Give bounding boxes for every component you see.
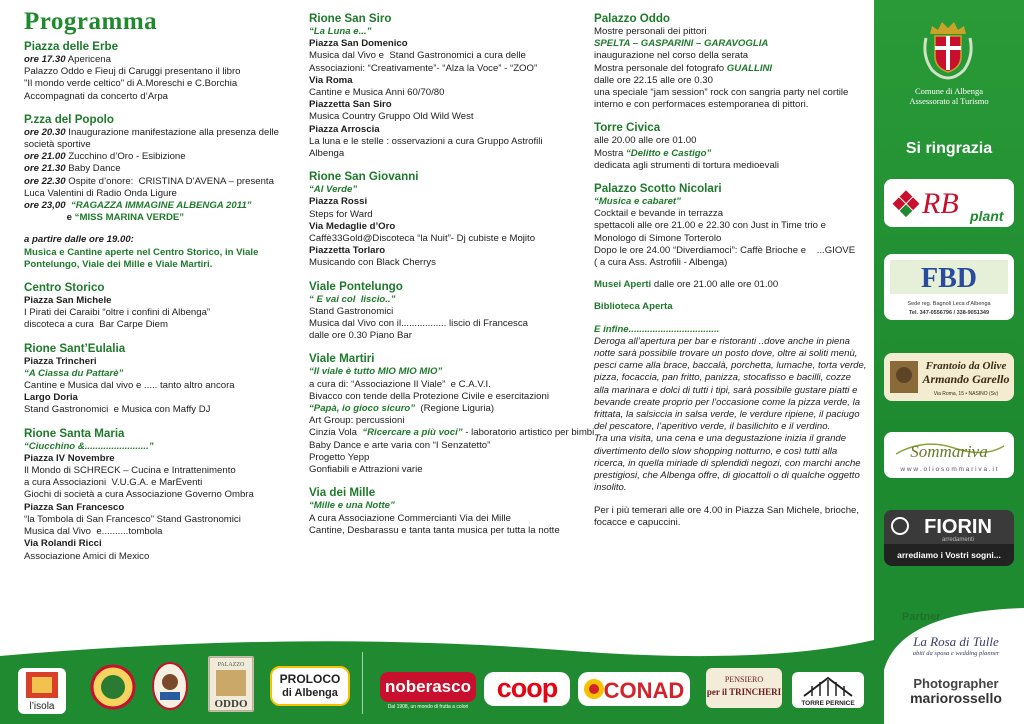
text-line — [309, 26, 571, 38]
text-run: focacce e capuccini. — [594, 516, 681, 528]
text-run: Caffè33Gold@Discoteca “la Nuit”- Dj cubiste e Mojito — [309, 233, 536, 245]
text-run: Il Mondo di SCHRECK – Cucina e Intrattenimento — [24, 465, 236, 477]
text-run: A cura Associazione Commercianti Via dei Mille — [309, 512, 511, 524]
text-line — [309, 50, 571, 62]
section-torre-civica — [594, 121, 866, 172]
text-run: Per i più temerari alle ore 4.00 in Piazza San Michele, brioche, — [594, 504, 860, 516]
text-run: spettacoli alle ore 21.00 e 22.30 con Just in Time trio e — [594, 220, 826, 232]
text-run: Ospite d’onore: CRISTINA D’AVENA – presenta — [65, 175, 274, 187]
program-column-3 — [594, 0, 866, 529]
text-line — [594, 279, 866, 291]
text-line — [594, 160, 866, 172]
text-run: a partire dalle ore 19.00: — [24, 234, 134, 246]
text-run: a cura di: “Associazione Il Viale” e C.A.V.I. — [309, 378, 491, 390]
text-line — [24, 139, 286, 151]
text-line — [24, 489, 286, 501]
text-run: dalle ore 21.00 alle ore 01.00 — [651, 279, 779, 291]
svg-text:plant: plant — [970, 208, 1004, 224]
text-run: a cura Associazioni V.U.G.A. e MarEventi — [24, 477, 203, 489]
logo-pensiero-trincheri: PENSIERO per il TRINCHERI — [706, 668, 782, 708]
column-1-sections — [24, 40, 286, 563]
text-run: Piazzetta San Siro — [309, 99, 392, 111]
text-line — [594, 421, 866, 433]
text-run: “Ciucchino &........................” — [24, 440, 154, 452]
text-run: Stand Gastronomici — [309, 305, 394, 317]
text-line — [309, 452, 571, 464]
text-line — [594, 99, 866, 111]
program-column-1 — [24, 0, 286, 563]
text-run: Tra una visita, una cena e una degustazione inizia il grande — [594, 433, 847, 445]
text-line — [309, 38, 571, 50]
comune-label: Comune di Albenga Assessorato al Turismo — [909, 86, 989, 106]
text-line — [309, 257, 571, 269]
text-line — [24, 514, 286, 526]
svg-text:Tel. 347-0556796 / 338-9051349: Tel. 347-0556796 / 338-9051349 — [908, 310, 990, 316]
text-line — [594, 397, 866, 409]
text-line — [309, 63, 571, 75]
text-line — [309, 148, 571, 160]
text-run: Musica Country Gruppo Old Wild West — [309, 111, 474, 123]
text-line — [594, 220, 866, 232]
section-via-dei-mille — [309, 486, 571, 537]
text-line — [24, 163, 286, 175]
text-run: Apericena — [65, 54, 111, 65]
text-run: "Il mondo verde celtico" di A.Moreschi e C.Borchia — [24, 78, 238, 90]
text-line — [309, 513, 571, 525]
text-line — [594, 148, 866, 160]
text-run: Musica dal Vivo con il................. liscio di Francesca — [309, 318, 528, 330]
text-line — [309, 75, 571, 87]
text-line — [594, 458, 866, 470]
text-line — [309, 209, 571, 221]
section-palazzo-oddo — [594, 12, 866, 111]
text-run: Musica e Cantine aperte nel Centro Storico, in Viale — [24, 246, 259, 258]
svg-text:CONAD: CONAD — [603, 678, 685, 703]
text-run: ore 23,00 — [24, 200, 66, 212]
section-rione-santa-maria — [24, 427, 286, 563]
section-palazzo-scotto-nicolari — [594, 182, 866, 269]
text-line — [309, 415, 571, 427]
text-run: Cinzia Vola — [309, 427, 363, 439]
text-run: Associazione Amici di Mexico — [24, 550, 150, 562]
albenga-coat-of-arms-icon — [920, 12, 976, 82]
section-title: Palazzo Scotto Nicolari — [594, 182, 722, 196]
text-line — [309, 318, 571, 330]
text-run: “La Luna e...” — [309, 26, 372, 37]
text-run: Biblioteca Aperta — [594, 301, 673, 313]
section-rione-sant-eulalia — [24, 342, 286, 417]
sponsor-fbd-logo — [884, 254, 1014, 320]
section-piazza-delle-erbe — [24, 40, 286, 103]
text-line — [24, 538, 286, 550]
text-line — [24, 465, 286, 477]
text-run: Mostre personali dei pittori — [594, 26, 707, 37]
text-line — [594, 505, 866, 517]
text-line — [24, 319, 286, 331]
text-line — [594, 26, 866, 38]
section-viale-pontelungo — [309, 280, 571, 343]
text-run: Mostra — [594, 147, 626, 159]
text-run: pizza, focaccia, pan fritto, panizza, stocafisso e bacilli, cozze — [594, 372, 852, 384]
text-line — [594, 75, 866, 87]
svg-text:Sommariva: Sommariva — [910, 442, 988, 461]
text-line — [24, 551, 286, 563]
text-line — [309, 99, 571, 111]
program-title: Programma — [24, 8, 158, 35]
text-line — [594, 470, 866, 482]
text-line — [594, 38, 866, 50]
text-line — [594, 233, 866, 245]
text-line — [594, 245, 866, 257]
logo-torre-pernice — [792, 672, 864, 708]
text-run: del pescatore, l’aperitivo verde, il basilichito e il verdino. — [594, 421, 831, 433]
text-line — [24, 453, 286, 465]
svg-text:ODDO: ODDO — [214, 698, 248, 710]
text-run: Via Medaglie d’Oro — [309, 220, 396, 232]
text-line — [309, 124, 571, 136]
sponsor-rb-plant-logo — [884, 179, 1014, 227]
text-line — [309, 136, 571, 148]
text-run: ore 17.30 — [24, 54, 66, 65]
text-run: insolito. — [594, 482, 627, 494]
text-line — [309, 366, 571, 378]
text-line — [309, 440, 571, 452]
text-line — [309, 464, 571, 476]
text-run: Piazza IV Novembre — [24, 452, 115, 464]
text-run: “Il viale è tutto MIO MIO MIO” — [309, 366, 443, 378]
svg-text:FBD: FBD — [921, 263, 977, 294]
text-run: Art Group: percussioni — [309, 415, 405, 427]
text-run: Cocktail e bevande in terrazza — [594, 208, 724, 220]
text-line — [309, 87, 571, 99]
text-run: “Ricercare a più voci” — [362, 427, 463, 439]
text-run: Musei Aperti — [594, 279, 652, 291]
text-run: inaugurazione nel corso della serata — [594, 50, 749, 62]
text-run: Piazza Trincheri — [24, 355, 97, 367]
text-run: Musica dal Vivo e..........tombola — [24, 526, 163, 538]
logo-proloco: PROLOCO di Albenga — [270, 666, 350, 706]
text-line — [594, 135, 866, 147]
text-run: Zucchino d’Oro - Esibizione — [65, 151, 186, 163]
section-rione-san-siro — [309, 12, 571, 160]
section-title: Rione Santa Maria — [24, 426, 125, 440]
text-run: e — [24, 212, 75, 224]
text-run: pesci carne alla brace, baccalà, porchetta, lumache, torta verde, — [594, 360, 867, 372]
text-line — [24, 127, 286, 139]
text-line — [594, 482, 866, 494]
partner-heading: Partner — [902, 611, 941, 623]
text-run: E infine.................................. — [594, 323, 720, 335]
text-line — [309, 379, 571, 391]
section-title: Viale Pontelungo — [309, 279, 403, 293]
text-run: Musicando con Black Cherrys — [309, 257, 436, 269]
text-run: Bivacco con tende della Protezione Civile e esercitazioni — [309, 390, 549, 402]
text-run: - laboratorio artistico per bimbi — [462, 427, 595, 439]
text-run: “ E vai col liscio..” — [309, 293, 396, 305]
text-run: Baby Dance — [65, 163, 121, 175]
text-run: Piazza Arroscia — [309, 123, 380, 135]
section-block-4 — [594, 301, 866, 313]
text-run: La luna e le stelle : osservazioni a cura Gruppo Astrofili — [309, 135, 543, 147]
text-line — [309, 294, 571, 306]
text-run: Pontelungo, Viale dei Mille e Viale Martiri. — [24, 258, 213, 270]
partner-photographer-logo: Photographer mariorossello — [910, 676, 1002, 706]
text-line — [309, 245, 571, 257]
logo-noberasco: noberasco — [380, 672, 476, 702]
section-viale-martiri — [309, 352, 595, 476]
text-line — [24, 188, 286, 200]
text-line — [309, 233, 571, 245]
section-title: Centro Storico — [24, 281, 105, 295]
svg-text:Sede reg. Bagnoli Leca d’Alben: Sede reg. Bagnoli Leca d’Albenga — [907, 301, 991, 307]
text-line — [594, 196, 866, 208]
text-run: una speciale “jam session” rock con sangria party nel cortile — [594, 87, 849, 99]
text-line — [594, 433, 866, 445]
text-run: dedicata agli strumenti di tortura medioevali — [594, 159, 780, 171]
text-run: Progetto Yepp — [309, 451, 370, 463]
text-line — [24, 307, 286, 319]
text-line — [24, 368, 286, 380]
text-line — [24, 441, 286, 453]
svg-text:FIORIN: FIORIN — [924, 516, 992, 538]
logo-palazzo-oddo — [208, 656, 254, 712]
text-run: alle 20.00 alle ore 01.00 — [594, 135, 697, 147]
section-title: Rione San Siro — [309, 12, 392, 25]
text-line — [309, 403, 571, 415]
text-run: ore 21.30 — [24, 163, 66, 175]
text-line — [24, 392, 286, 404]
section-title: P.zza del Popolo — [24, 112, 114, 126]
text-run: divertimento dello slow shopping notturno, e così tutti alla — [594, 445, 838, 457]
text-run: Stand Gastronomici e Musica con Maffy DJ — [24, 404, 211, 416]
text-run: ore 20.30 — [24, 126, 66, 138]
text-line — [594, 208, 866, 220]
text-line — [594, 446, 866, 458]
text-line — [594, 87, 866, 99]
section-rione-san-giovanni — [309, 170, 571, 269]
text-line — [24, 212, 286, 224]
text-line — [24, 234, 286, 246]
text-line — [24, 526, 286, 538]
text-run: Palazzo Oddo e Fieuj di Caruggi presentano il libro — [24, 66, 241, 78]
text-line — [309, 306, 571, 318]
section-block-2 — [24, 234, 286, 271]
text-line — [24, 502, 286, 514]
svg-text:arredamenti: arredamenti — [941, 537, 975, 543]
text-run: “A Ciassa du Pattarè” — [24, 367, 124, 379]
text-line — [594, 372, 866, 384]
text-line — [594, 63, 866, 75]
column-2-sections — [309, 12, 595, 537]
section-title: Viale Martiri — [309, 352, 375, 366]
text-run: discoteca a cura Bar Carpe Diem — [24, 319, 168, 331]
text-line — [594, 409, 866, 421]
text-run: ore 22.30 — [24, 175, 66, 187]
svg-text:arrediamo i Vostri sogni...: arrediamo i Vostri sogni... — [897, 550, 1001, 560]
text-line — [594, 324, 866, 336]
logo-coop: coop — [484, 672, 570, 706]
text-line — [309, 196, 571, 208]
text-run: “Musica e cabaret” — [594, 196, 681, 208]
svg-text:PALAZZO: PALAZZO — [217, 662, 245, 668]
text-run: “la Tombola di San Francesco” Stand Gastronomici — [24, 513, 241, 525]
text-line — [309, 427, 595, 439]
text-run: notte sarà possibile trovare un posto dove, oltre ai soliti menù, — [594, 348, 858, 360]
text-line — [594, 360, 866, 372]
text-run: Musica dal Vivo e Stand Gastronomici a cura delle — [309, 50, 526, 62]
partner-rosa-di-tulle-logo: La Rosa di Tulle abiti da sposa e wedding planner — [912, 634, 1000, 657]
sponsor-frantoio-logo — [884, 353, 1014, 401]
section-centro-storico — [24, 281, 286, 332]
text-run: “RAGAZZA IMMAGINE ALBENGA 2011” — [65, 200, 252, 212]
text-run: interno e con performaces estemporanea di pittori. — [594, 99, 809, 111]
logo-round-emblem-icon — [90, 664, 136, 710]
text-run: Cantine e Musica Anni 60/70/80 — [309, 87, 445, 99]
text-line — [309, 391, 571, 403]
column-3-sections — [594, 12, 866, 529]
text-line — [309, 111, 571, 123]
text-line — [24, 380, 286, 392]
text-run: Dopo le ore 24.00 “Diverdiamoci”: Caffè Brioche e ...GIOVE — [594, 244, 856, 256]
text-run: SPELTA – GASPARINI – GARAVOGLIA — [594, 38, 769, 50]
text-line — [309, 525, 571, 537]
text-run: ( a cura Ass. Astrofili - Albenga) — [594, 257, 728, 269]
text-line — [24, 247, 286, 259]
text-run: Accompagnati da concerto d’Arpa — [24, 90, 168, 102]
thanks-heading: Si ringrazia — [905, 140, 993, 157]
section-title: Palazzo Oddo — [594, 12, 671, 25]
text-line — [24, 151, 286, 163]
text-line — [309, 500, 571, 512]
text-run: Via Roma — [309, 74, 353, 86]
text-line — [24, 477, 286, 489]
sponsor-sommariva-logo — [884, 432, 1014, 478]
section-title: Via dei Mille — [309, 486, 376, 500]
text-run: “Al Verde” — [309, 184, 358, 196]
text-run: frittata, la salsiccia in salsa verde, le verdure ripiene, il paciugo — [594, 409, 860, 421]
svg-text:Frantoio da Olive: Frantoio da Olive — [925, 360, 1007, 372]
text-line — [24, 54, 286, 66]
text-run: prestigiosi, che Albenga offre, di giocattoli o di qualche oggetto — [594, 470, 860, 482]
text-line — [594, 385, 866, 397]
text-run: Inaugurazione manifestazione alla presenza delle — [65, 126, 279, 138]
text-line — [309, 184, 571, 196]
section-block-5 — [594, 324, 866, 495]
text-run: “Delitto e Castigo” — [626, 147, 712, 159]
text-run: Mostra personale del fotografo — [594, 62, 727, 74]
text-run: dalle ore 0.30 Piano Bar — [309, 330, 412, 342]
text-run: Baby Dance e arte varia con “I Senzatetto” — [309, 439, 491, 451]
text-run: I Pirati dei Caraibi “oltre i confini di Albenga” — [24, 307, 211, 319]
text-line — [24, 404, 286, 416]
text-run: ore 21.00 — [24, 151, 66, 163]
text-run: Cantine e Musica dal vivo e ..... tanto altro ancora — [24, 380, 235, 392]
svg-text:TORRE PERNICE: TORRE PERNICE — [801, 700, 855, 707]
text-run: Piazzetta Torlaro — [309, 245, 386, 257]
svg-text:RB: RB — [922, 187, 959, 220]
section-block-3 — [594, 279, 866, 291]
text-run: Giochi di società a cura Associazione Governo Ombra — [24, 489, 254, 501]
text-line — [594, 348, 866, 360]
noberasco-tagline: Dal 1908, un mondo di frutta a colori — [387, 704, 469, 710]
text-line — [309, 221, 571, 233]
svg-text:Armando Garello: Armando Garello — [922, 372, 1010, 386]
logo-rione-emblem-icon — [150, 660, 190, 712]
logo-conad — [578, 672, 690, 706]
text-run: Deroga all’apertura per bar e ristoranti ..dove anche in piena — [594, 335, 850, 347]
text-line — [309, 330, 571, 342]
text-line — [594, 517, 866, 529]
text-line — [24, 259, 286, 271]
text-run: Via Rolandi Ricci — [24, 538, 102, 550]
program-column-2 — [309, 0, 595, 537]
sponsor-fiorin-logo — [884, 510, 1014, 566]
text-line — [24, 200, 286, 212]
text-run: Piazza Rossi — [309, 196, 368, 208]
text-run: Piazza San Domenico — [309, 38, 408, 50]
text-run: “MISS MARINA VERDE” — [74, 212, 185, 224]
text-line — [24, 78, 286, 90]
text-line — [24, 91, 286, 103]
section-title: Rione San Giovanni — [309, 170, 419, 184]
section-title: Torre Civica — [594, 121, 661, 135]
text-run: bevande create proprio per l’occasione come la pizza verde, la — [594, 396, 861, 408]
svg-text:w w w . o l i o s o m m a r i: w w w . o l i o s o m m a r i v a . i t — [900, 466, 998, 473]
text-run: società sportive — [24, 139, 91, 151]
section-block-6 — [594, 505, 866, 529]
text-run: Luca Valentini di Radio Onda Ligure — [24, 187, 177, 199]
text-run: dalle ore 22.15 alle ore 0.30 — [594, 74, 713, 86]
text-run: alla marinara e dolci di tutti i tipi, sarà possibile gustare piatti e — [594, 384, 858, 396]
section-title: Rione Sant’Eulalia — [24, 341, 126, 355]
text-run: ricerca, in quella miriade di splendidi negozi, con marchi anche — [594, 457, 861, 469]
section-title: Piazza delle Erbe — [24, 40, 119, 53]
text-run: Associazioni: “Creativamente”- “Alza la Voce” - “ZOO” — [309, 62, 538, 74]
text-line — [24, 356, 286, 368]
text-run: “Papà, io gioco sicuro” — [309, 403, 416, 415]
logo-isola — [18, 668, 66, 714]
text-run: Piazza San Michele — [24, 295, 112, 307]
text-line — [594, 50, 866, 62]
text-run: Largo Doria — [24, 392, 78, 404]
text-run: Piazza San Francesco — [24, 501, 125, 513]
svg-text:Via Roma, 15 • NASINO (Sv): Via Roma, 15 • NASINO (Sv) — [933, 391, 999, 397]
text-line — [594, 301, 866, 313]
text-run: Albenga — [309, 148, 345, 160]
text-line — [594, 336, 866, 348]
text-run: Steps for Ward — [309, 208, 373, 220]
svg-text:l’isola: l’isola — [29, 701, 55, 712]
text-run: (Regione Liguria) — [415, 403, 495, 415]
text-line — [24, 176, 286, 188]
text-line — [24, 66, 286, 78]
text-line — [24, 295, 286, 307]
text-run: Monologo di Simone Torterolo — [594, 232, 722, 244]
text-line — [594, 257, 866, 269]
text-run: “Mille e una Notte” — [309, 500, 395, 512]
text-run: Gonfiabili e Attrazioni varie — [309, 464, 423, 476]
section-p-zza-del-popolo — [24, 113, 286, 225]
text-run: GUALLINI — [726, 62, 773, 74]
text-run: Cantine, Desbarassu e tanta tanta musica per tutta la notte — [309, 524, 560, 536]
